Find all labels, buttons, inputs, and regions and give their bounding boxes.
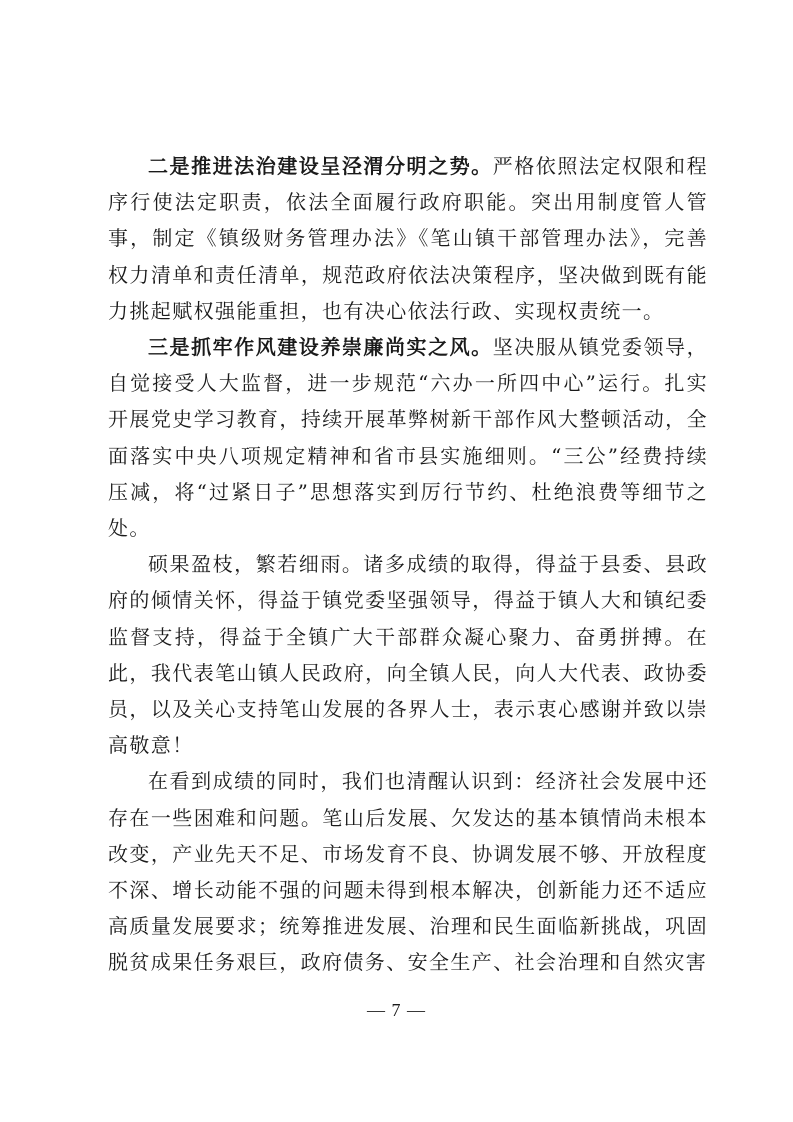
paragraph-challenges: [108, 763, 708, 980]
paragraph-work-style: [108, 329, 708, 546]
paragraph-lead-heading: 二是推进法治建设呈泾渭分明之势。: [148, 154, 493, 178]
paragraph-text: 硕果盈枝，繁若细雨。诸多成绩的取得，得益于县委、县政府的倾情关怀，得益于镇党委坚强领导，得益于镇人大和镇纪委监督支持，得益于全镇广大干部群众凝心聚力、奋勇拼搏。在此，我代表笔山镇人民政府，向全镇人民，向人大代表、政协委员，以及关心支持笔山发展的各界人士，表示衷心感谢并致以崇高敬意！: [108, 552, 708, 758]
paragraph-text: 在看到成绩的同时，我们也清醒认识到：经济社会发展中还存在一些困难和问题。笔山后发展、欠发达的基本镇情尚未根本改变，产业先天不足、市场发育不良、协调发展不够、开放程度不深、增长动能不强的问题未得到根本解决，创新能力还不适应高质量发展要求；统筹推进发展、治理和民生面临新挑战，巩固脱贫成果任务艰巨，政府债务、安全生产、社会治理和自然灾害: [108, 769, 708, 975]
paragraph-rule-of-law: [108, 148, 708, 329]
paragraph-acknowledgements: [108, 546, 708, 763]
paragraph-text: 严格依照法定权限和程序行使法定职责，依法全面履行政府职能。突出用制度管人管事，制定《镇级财务管理办法》《笔山镇干部管理办法》，完善权力清单和责任清单，规范政府依法决策程序，坚决做到既有能力挑起赋权强能重担，也有决心依法行政、实现权责统一。: [108, 154, 708, 323]
page-number: — 7 —: [367, 1000, 426, 1020]
document-body: [108, 148, 708, 981]
paragraph-text: 坚决服从镇党委领导，自觉接受人大监督，进一步规范“六办一所四中心”运行。扎实开展党史学习教育，持续开展革弊树新干部作风大整顿活动，全面落实中央八项规定精神和省市县实施细则。“三公”经费持续压减，将“过紧日子”思想落实到厉行节约、杜绝浪费等细节之处。: [108, 335, 708, 541]
paragraph-lead-heading: 三是抓牢作风建设养崇廉尚实之风。: [148, 335, 493, 360]
